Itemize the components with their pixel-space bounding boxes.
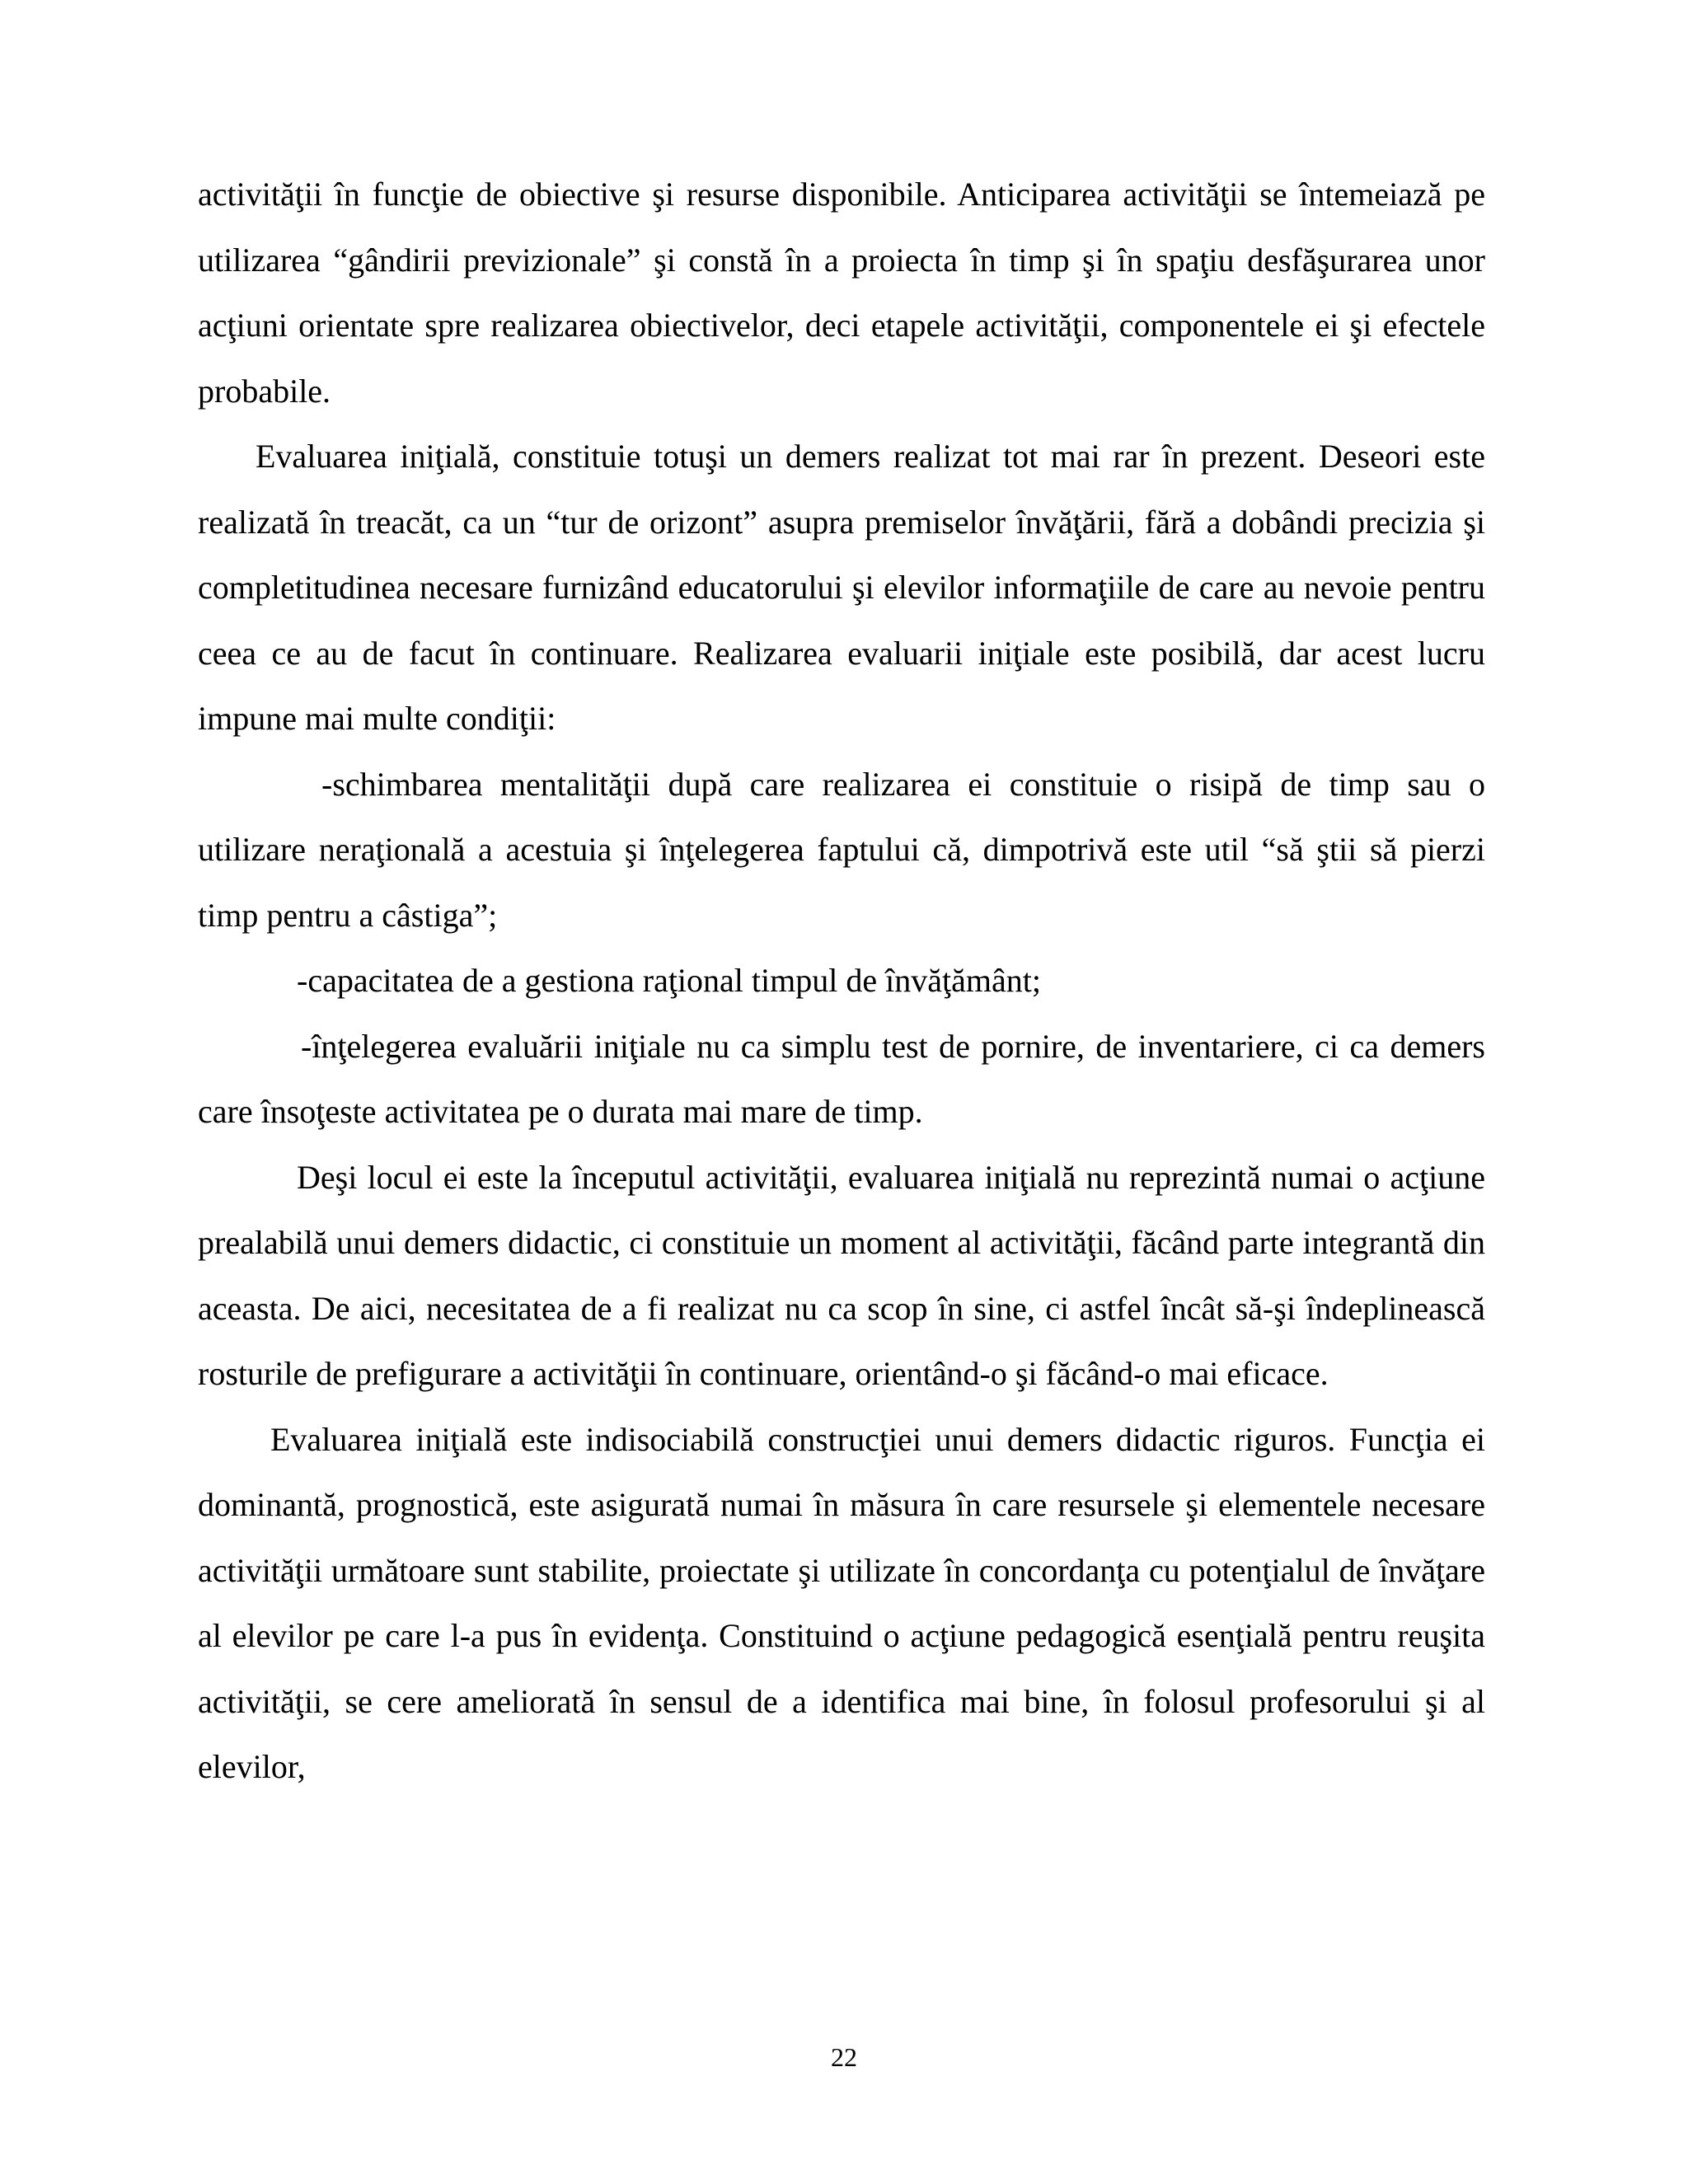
list-item-mentality: -schimbarea mentalităţii după care realizarea ei constituie o risipă de timp sau o utilizare neraţională a acestuia şi înţelegerea faptului că, dimpotrivă este util “să ştii să pierzi timp pentru a câstiga”; bbox=[198, 765, 1485, 934]
page-number: 22 bbox=[831, 2042, 857, 2072]
list-item-time-management: -capacitatea de a gestiona raţional timpul de învăţământ; bbox=[297, 962, 1041, 999]
paragraph-prognostic-function: Evaluarea iniţială este indisociabilă construcţiei unui demers didactic riguros. Funcţia ei dominantă, prognostică, este asigurată numai în măsura în care resursele şi elementele necesare activităţii următoare sunt stabilite, proiectate şi utilizate în concordanţa cu potenţialul de învăţare al elevilor pe care l-a pus în evidenţa. Constituind o acţiune pedagogică esenţială pentru reuşita activităţii, se cere ameliorată în sensul de a identifica mai bine, în folosul profesorului şi al elevilor, bbox=[198, 1420, 1485, 1785]
body-text bbox=[198, 162, 1485, 1800]
paragraph-activity-moment: Deşi locul ei este la începutul activităţii, evaluarea iniţială nu reprezintă numai o acţiune prealabilă unui demers didactic, ci constituie un moment al activităţii, făcând parte integrantă din aceasta. De aici, necesitatea de a fi realizat nu ca scop în sine, ci astfel încât să-şi îndeplinească rosturile de prefigurare a activităţii în continuare, orientând-o şi făcând-o mai eficace. bbox=[198, 1158, 1485, 1392]
paragraph-initial-evaluation: Evaluarea iniţială, constituie totuşi un demers realizat tot mai rar în prezent. Deseori este realizată în treacăt, ca un “tur de orizont” asupra premiselor învăţării, fără a dobândi precizia şi completitudinea necesare furnizând educatorului şi elevilor informaţiile de care au nevoie pentru ceea ce au de facut în continuare. Realizarea evaluarii iniţiale este posibilă, dar acest lucru impune mai multe condiţii: bbox=[198, 438, 1485, 737]
list-item-understanding: -înţelegerea evaluării iniţiale nu ca simplu test de pornire, de inventariere, ci ca demers care însoţeste activitatea pe o durata mai mare de timp. bbox=[198, 1027, 1485, 1130]
paragraph-continuation: activităţii în funcţie de obiective şi resurse disponibile. Anticiparea activităţii se întemeiază pe utilizarea “gândirii previzionale” şi constă în a proiecta în timp şi în spaţiu desfăşurarea unor acţiuni orientate spre realizarea obiectivelor, deci etapele activităţii, componentele ei şi efectele probabile. bbox=[198, 176, 1485, 410]
